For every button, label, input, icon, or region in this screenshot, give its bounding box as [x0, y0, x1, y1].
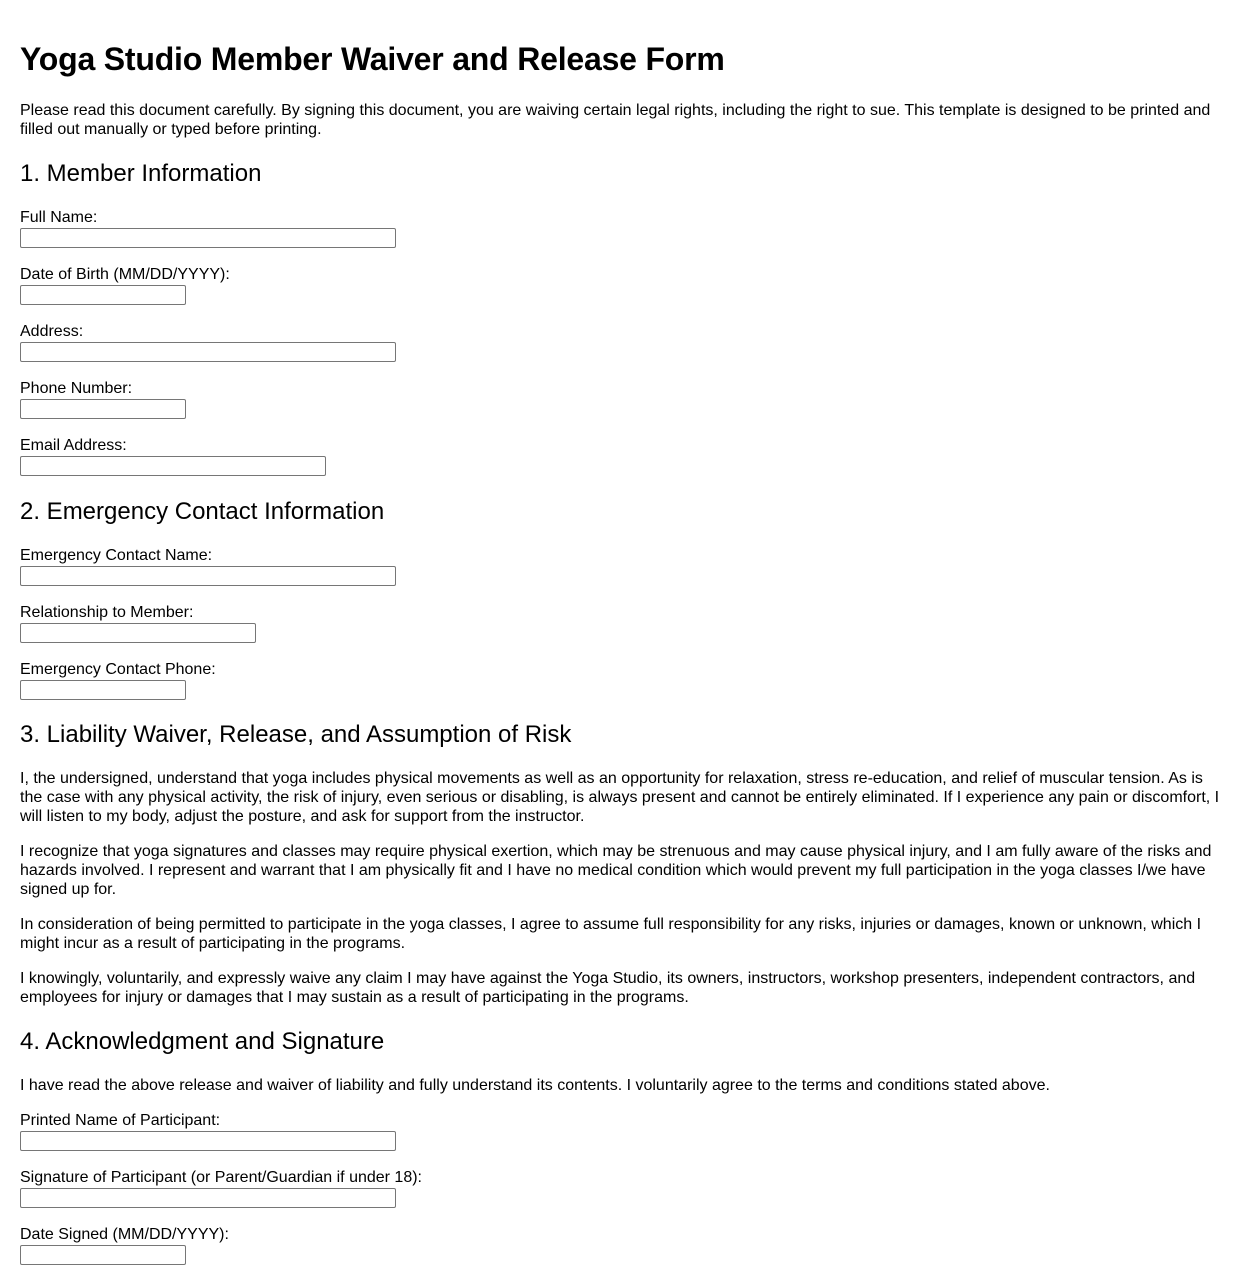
- emergency-contact-phone-label: Emergency Contact Phone:: [20, 661, 216, 678]
- date-signed-field[interactable]: [20, 1245, 186, 1265]
- acknowledgment-statement: I have read the above release and waiver of liability and fully understand its contents. I voluntarily agree to the terms and conditions stated above.: [20, 1077, 1050, 1094]
- section-heading-member-information: 1. Member Information: [20, 160, 262, 187]
- intro-text: Please read this document carefully. By signing this document, you are waiving certain legal rights, including the right to sue. This template is designed to be printed and filled out manually or typed before printing.: [20, 102, 1211, 138]
- date-of-birth-field[interactable]: [20, 285, 186, 305]
- full-name-field[interactable]: [20, 228, 396, 248]
- emergency-contact-name-label: Emergency Contact Name:: [20, 547, 213, 564]
- address-label: Address:: [20, 323, 84, 340]
- emergency-contact-name-field[interactable]: [20, 566, 396, 586]
- relationship-label: Relationship to Member:: [20, 604, 194, 621]
- waiver-paragraph: In consideration of being permitted to participate in the yoga classes, I agree to assume full responsibility for any risks, injuries or damages, known or unknown, which I might incur as a result of participating in the programs.: [20, 916, 1202, 952]
- full-name-label: Full Name:: [20, 209, 98, 226]
- relationship-field[interactable]: [20, 623, 256, 643]
- signature-label: Signature of Participant (or Parent/Guardian if under 18):: [20, 1169, 422, 1186]
- waiver-paragraph: I knowingly, voluntarily, and expressly waive any claim I may have against the Yoga Studio, its owners, instructors, workshop presenters, independent contractors, and employees for injury or damages that I may sustain as a result of participating in the programs.: [20, 970, 1196, 1006]
- emergency-contact-phone-field[interactable]: [20, 680, 186, 700]
- date-of-birth-label: Date of Birth (MM/DD/YYYY):: [20, 266, 230, 283]
- phone-number-field[interactable]: [20, 399, 186, 419]
- waiver-paragraph: I recognize that yoga signatures and classes may require physical exertion, which may be strenuous and may cause physical injury, and I am fully aware of the risks and hazards involved. I represent and warrant that I am physically fit and I have no medical condition which would prevent my full participation in the yoga classes I/we have signed up for.: [20, 843, 1212, 898]
- waiver-paragraph: I, the undersigned, understand that yoga includes physical movements as well as an opportunity for relaxation, stress re-education, and relief of muscular tension. As is the case with any physical activity, the risk of injury, even serious or disabling, is always present and cannot be entirely eliminated. If I experience any pain or discomfort, I will listen to my body, adjust the posture, and ask for support from the instructor.: [20, 770, 1220, 825]
- email-address-label: Email Address:: [20, 437, 127, 454]
- address-field[interactable]: [20, 342, 396, 362]
- printed-name-label: Printed Name of Participant:: [20, 1112, 221, 1129]
- section-heading-liability-waiver: 3. Liability Waiver, Release, and Assumption of Risk: [20, 721, 572, 748]
- phone-number-label: Phone Number:: [20, 380, 133, 397]
- section-heading-emergency-contact: 2. Emergency Contact Information: [20, 498, 385, 525]
- email-address-field[interactable]: [20, 456, 326, 476]
- signature-field[interactable]: [20, 1188, 396, 1208]
- printed-name-field[interactable]: [20, 1131, 396, 1151]
- date-signed-label: Date Signed (MM/DD/YYYY):: [20, 1226, 229, 1243]
- section-heading-acknowledgment: 4. Acknowledgment and Signature: [20, 1028, 385, 1055]
- page-title: Yoga Studio Member Waiver and Release Form: [20, 41, 725, 77]
